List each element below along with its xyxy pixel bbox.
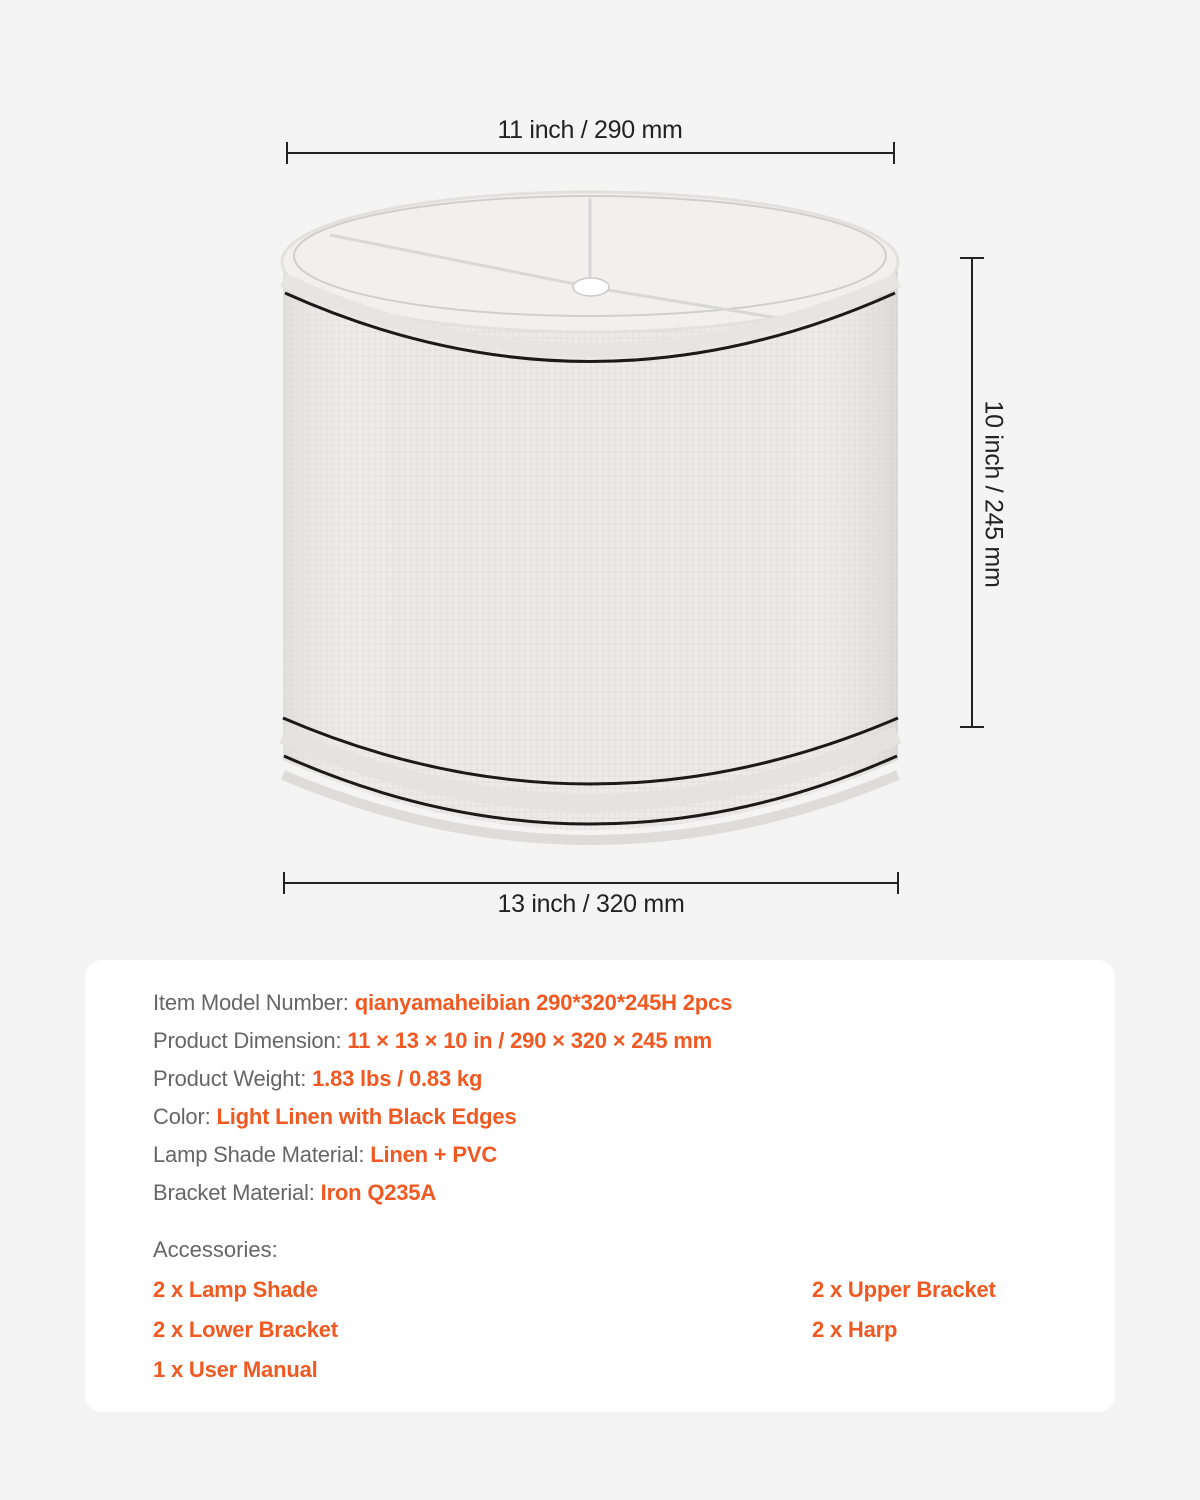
spec-dimension: Product Dimension: 11 × 13 × 10 in / 290 × 320 × 245 mm (153, 1028, 713, 1053)
spec-bracket-material: Bracket Material: Iron Q235A (153, 1180, 437, 1205)
accessory-item: 2 x Harp (812, 1317, 898, 1342)
top-diameter-label: 11 inch / 290 mm (497, 116, 683, 144)
spec-model-number: Item Model Number: qianyamaheibian 290*320*245H 2pcs (153, 990, 733, 1015)
spec-card (85, 960, 1115, 1412)
lamp-shade (282, 192, 898, 840)
top-dimension-line (287, 142, 894, 164)
accessory-item: 2 x Upper Bracket (812, 1277, 996, 1302)
spec-weight: Product Weight: 1.83 lbs / 0.83 kg (153, 1066, 483, 1091)
accessory-item: 2 x Lamp Shade (153, 1277, 318, 1302)
spec-color: Color: Light Linen with Black Edges (153, 1104, 517, 1129)
spec-shade-material: Lamp Shade Material: Linen + PVC (153, 1142, 498, 1167)
height-label: 10 inch / 245 mm (979, 400, 1008, 588)
bottom-diameter-label: 13 inch / 320 mm (497, 890, 685, 918)
accessory-item: 2 x Lower Bracket (153, 1317, 338, 1342)
accessory-item: 1 x User Manual (153, 1357, 318, 1382)
accessories-title: Accessories: (153, 1237, 278, 1262)
